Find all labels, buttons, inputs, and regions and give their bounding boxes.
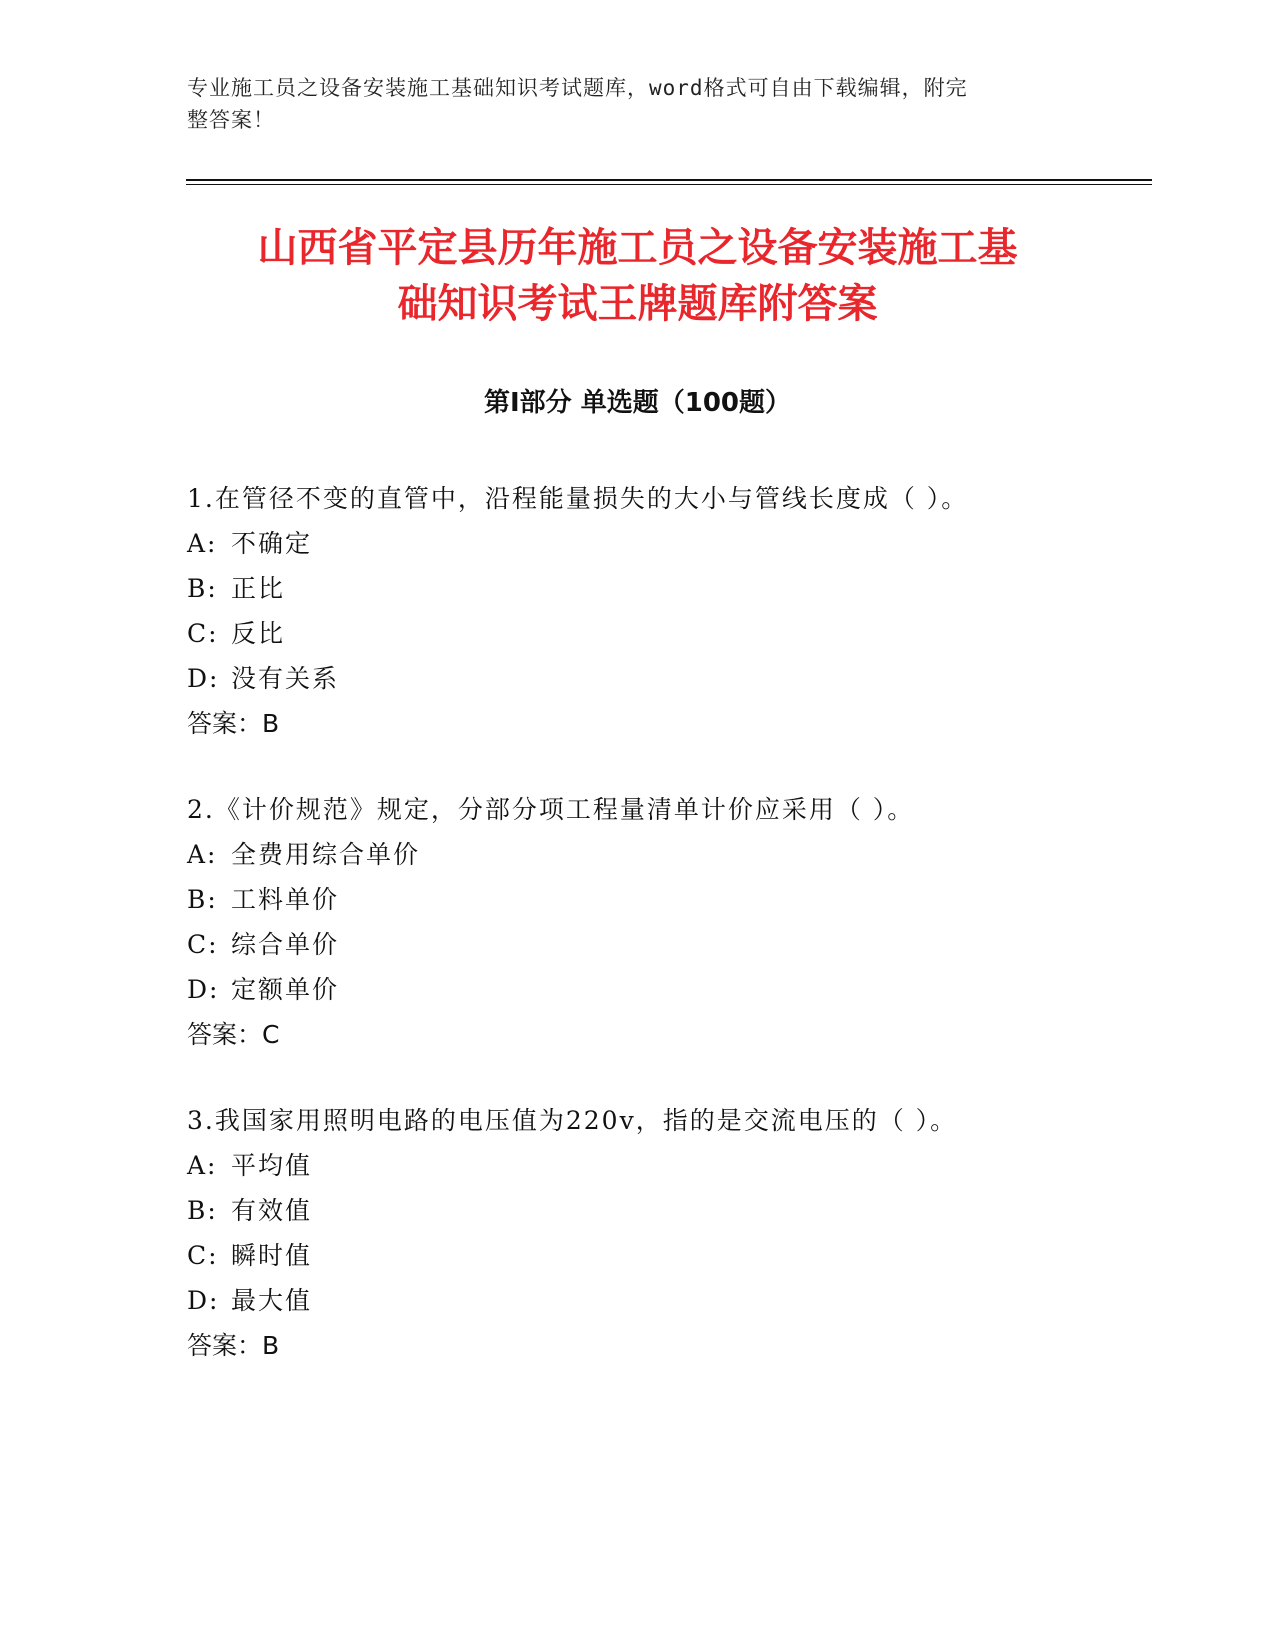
question-option-b [187,1188,1147,1233]
question-answer: 答案：C [187,1020,280,1049]
option-text: 有效值 [231,1196,313,1225]
option-key: C: [187,619,219,648]
question-list [187,476,1147,1409]
option-key: D: [187,664,220,693]
question-answer: 答案：B [187,709,280,738]
option-key: A: [187,1151,218,1180]
option-key: A: [187,840,218,869]
option-text: 不确定 [231,529,313,558]
question-1 [187,476,1147,746]
question-option-d [187,656,1147,701]
document-title-line-1: 山西省平定县历年施工员之设备安装施工基 [257,225,1018,271]
header-note-line-2: 整答案！ [187,108,275,132]
question-option-c [187,922,1147,967]
header-divider-thin [186,184,1152,185]
option-text: 正比 [231,574,286,603]
option-key: B: [187,885,218,914]
section-title: 第Ⅰ部分 单选题（100题） [484,388,791,418]
question-stem: 3.我国家用照明电路的电压值为220v，指的是交流电压的（ ）。 [187,1106,958,1135]
question-stem: 2.《计价规范》规定，分部分项工程量清单计价应采用（ ）。 [187,795,915,824]
document-title-line-2: 础知识考试王牌题库附答案 [397,281,878,327]
option-text: 全费用综合单价 [231,840,421,869]
option-key: B: [187,1196,218,1225]
question-answer: 答案：B [187,1331,280,1360]
option-text: 最大值 [231,1286,313,1315]
option-key: D: [187,1286,220,1315]
option-text: 反比 [231,619,286,648]
option-key: C: [187,1241,219,1270]
question-option-d [187,967,1147,1012]
option-text: 定额单价 [231,975,340,1004]
header-note [187,72,1067,136]
question-option-a [187,1143,1147,1188]
option-text: 工料单价 [231,885,340,914]
question-2 [187,787,1147,1057]
question-3 [187,1098,1147,1368]
question-option-b [187,877,1147,922]
option-text: 综合单价 [231,930,340,959]
question-option-a [187,521,1147,566]
question-option-c [187,1233,1147,1278]
option-key: D: [187,975,220,1004]
header-divider-thick [186,179,1152,181]
document-title [150,220,1125,332]
question-option-c [187,611,1147,656]
option-key: A: [187,529,218,558]
header-note-line-1: 专业施工员之设备安装施工基础知识考试题库，word格式可自由下载编辑，附完 [187,76,968,100]
question-option-a [187,832,1147,877]
question-option-d [187,1278,1147,1323]
option-key: C: [187,930,219,959]
question-option-b [187,566,1147,611]
option-key: B: [187,574,218,603]
option-text: 没有关系 [231,664,340,693]
question-stem: 1.在管径不变的直管中，沿程能量损失的大小与管线长度成（ ）。 [187,484,969,513]
option-text: 瞬时值 [231,1241,313,1270]
option-text: 平均值 [231,1151,313,1180]
